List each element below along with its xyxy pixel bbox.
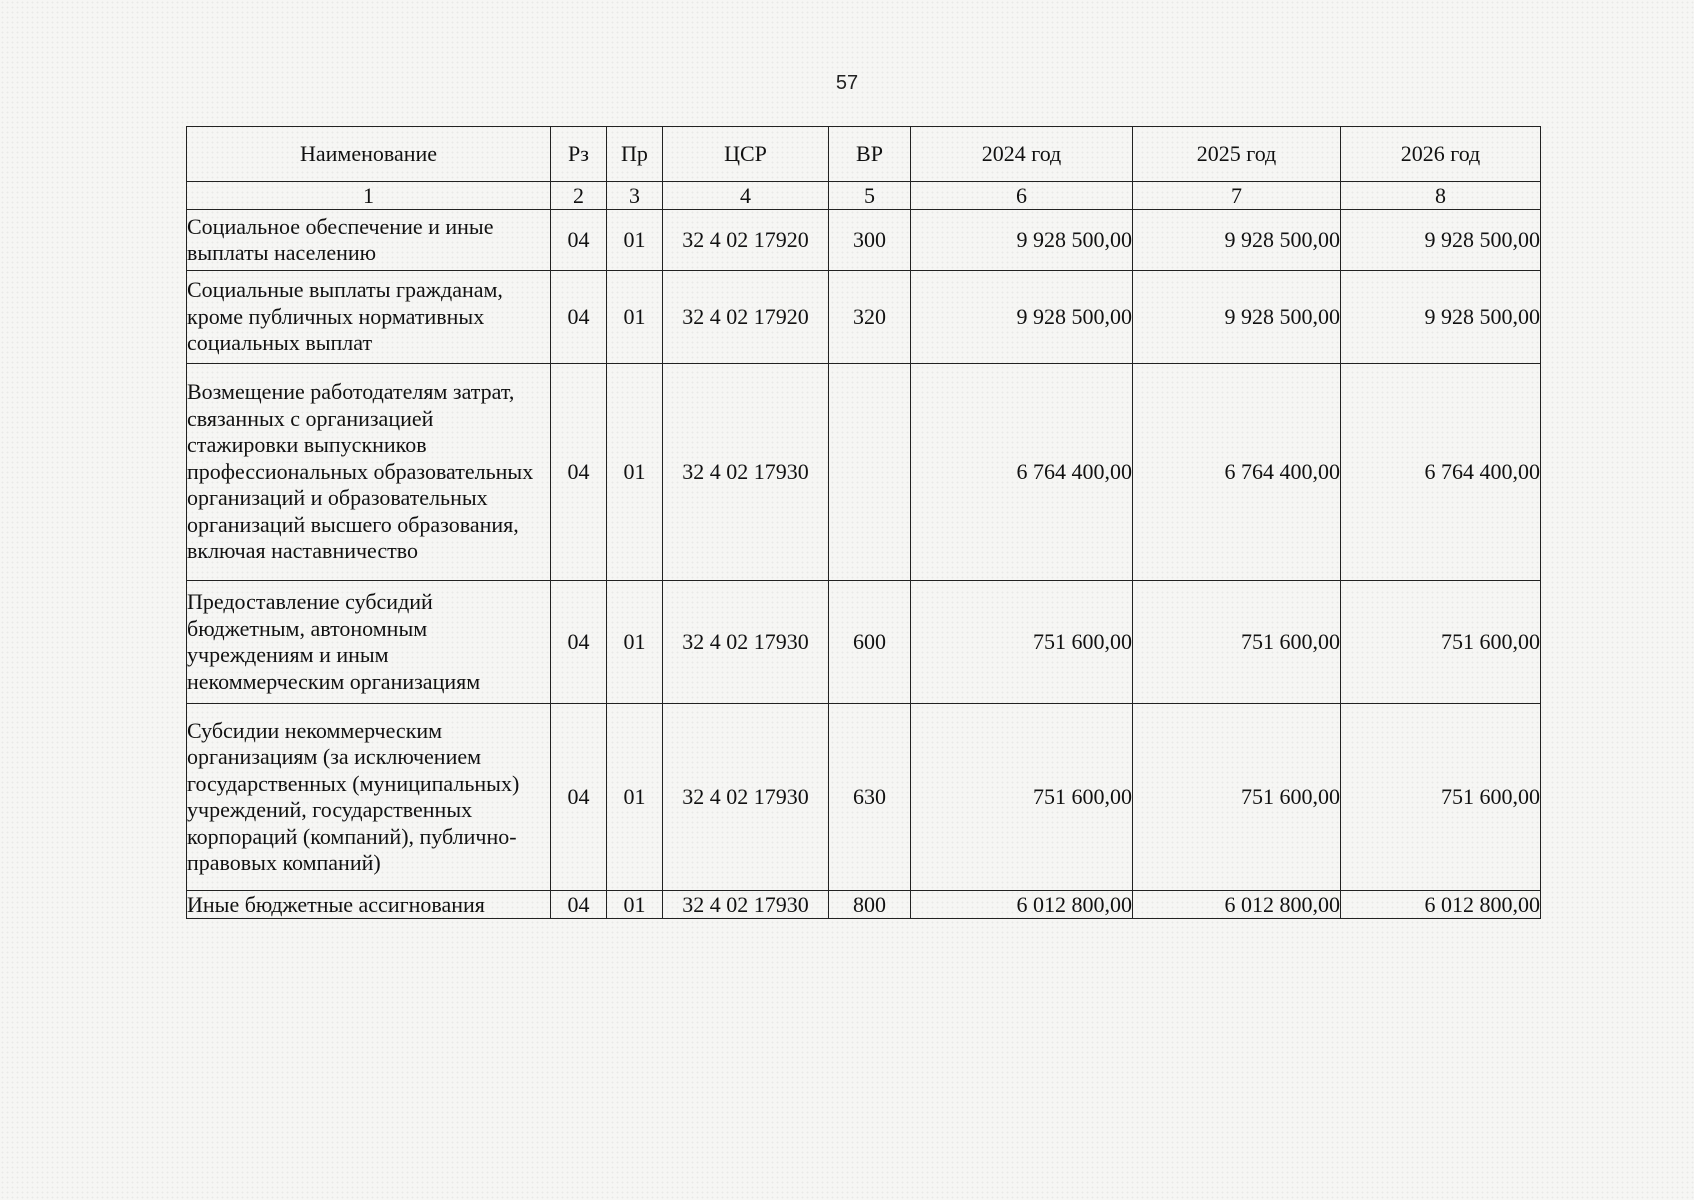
column-number: 3 xyxy=(607,182,663,210)
table-row xyxy=(187,581,1541,704)
row-amount-2026: 6 012 800,00 xyxy=(1341,891,1541,919)
column-number: 1 xyxy=(187,182,551,210)
header-pr: Пр xyxy=(607,127,663,182)
row-amount-2025: 6 012 800,00 xyxy=(1133,891,1341,919)
row-rz: 04 xyxy=(551,704,607,891)
row-amount-2026: 9 928 500,00 xyxy=(1341,210,1541,271)
row-rz: 04 xyxy=(551,210,607,271)
row-amount-2025: 751 600,00 xyxy=(1133,581,1341,704)
header-2025: 2025 год xyxy=(1133,127,1341,182)
row-pr: 01 xyxy=(607,704,663,891)
row-amount-2026: 751 600,00 xyxy=(1341,704,1541,891)
column-number: 2 xyxy=(551,182,607,210)
row-csr: 32 4 02 17930 xyxy=(663,891,829,919)
row-name: Субсидии некоммерческим организациям (за исключением государственных (муниципальных) учреждений, государственных корпораций (компаний), публично-правовых компаний) xyxy=(187,704,551,891)
row-rz: 04 xyxy=(551,271,607,364)
header-rz: Рз xyxy=(551,127,607,182)
row-csr: 32 4 02 17920 xyxy=(663,271,829,364)
budget-table xyxy=(186,126,1541,919)
row-csr: 32 4 02 17920 xyxy=(663,210,829,271)
row-name: Предоставление субсидий бюджетным, автономным учреждениям и иным некоммерческим организациям xyxy=(187,581,551,704)
column-number: 5 xyxy=(829,182,911,210)
column-number: 7 xyxy=(1133,182,1341,210)
row-amount-2024: 751 600,00 xyxy=(911,581,1133,704)
row-vr xyxy=(829,364,911,581)
table-row xyxy=(187,271,1541,364)
row-rz: 04 xyxy=(551,581,607,704)
row-csr: 32 4 02 17930 xyxy=(663,364,829,581)
page-number: 57 xyxy=(835,72,859,94)
row-amount-2025: 751 600,00 xyxy=(1133,704,1341,891)
row-amount-2024: 9 928 500,00 xyxy=(911,210,1133,271)
row-amount-2024: 6 764 400,00 xyxy=(911,364,1133,581)
row-pr: 01 xyxy=(607,581,663,704)
row-amount-2024: 9 928 500,00 xyxy=(911,271,1133,364)
row-pr: 01 xyxy=(607,364,663,581)
row-amount-2026: 751 600,00 xyxy=(1341,581,1541,704)
row-name: Социальное обеспечение и иные выплаты населению xyxy=(187,210,551,271)
row-vr: 800 xyxy=(829,891,911,919)
row-vr: 630 xyxy=(829,704,911,891)
header-2026: 2026 год xyxy=(1341,127,1541,182)
row-amount-2024: 6 012 800,00 xyxy=(911,891,1133,919)
header-csr: ЦСР xyxy=(663,127,829,182)
row-amount-2026: 9 928 500,00 xyxy=(1341,271,1541,364)
row-vr: 600 xyxy=(829,581,911,704)
header-2024: 2024 год xyxy=(911,127,1133,182)
table-row xyxy=(187,364,1541,581)
row-name: Социальные выплаты гражданам, кроме публичных нормативных социальных выплат xyxy=(187,271,551,364)
row-rz: 04 xyxy=(551,891,607,919)
row-vr: 300 xyxy=(829,210,911,271)
row-csr: 32 4 02 17930 xyxy=(663,581,829,704)
table-row xyxy=(187,704,1541,891)
column-number-row xyxy=(187,182,1541,210)
table-row xyxy=(187,891,1541,919)
row-amount-2026: 6 764 400,00 xyxy=(1341,364,1541,581)
row-name: Возмещение работодателям затрат, связанных с организацией стажировки выпускников профессиональных образовательных организаций и образовательных организаций высшего образования, включая наставничество xyxy=(187,364,551,581)
row-pr: 01 xyxy=(607,891,663,919)
row-pr: 01 xyxy=(607,210,663,271)
header-row xyxy=(187,127,1541,182)
header-name: Наименование xyxy=(187,127,551,182)
column-number: 4 xyxy=(663,182,829,210)
column-number: 6 xyxy=(911,182,1133,210)
row-amount-2025: 9 928 500,00 xyxy=(1133,210,1341,271)
row-amount-2025: 9 928 500,00 xyxy=(1133,271,1341,364)
row-vr: 320 xyxy=(829,271,911,364)
row-csr: 32 4 02 17930 xyxy=(663,704,829,891)
table-row xyxy=(187,210,1541,271)
row-rz: 04 xyxy=(551,364,607,581)
row-amount-2024: 751 600,00 xyxy=(911,704,1133,891)
row-pr: 01 xyxy=(607,271,663,364)
row-amount-2025: 6 764 400,00 xyxy=(1133,364,1341,581)
row-name: Иные бюджетные ассигнования xyxy=(187,891,551,919)
header-vr: ВР xyxy=(829,127,911,182)
column-number: 8 xyxy=(1341,182,1541,210)
